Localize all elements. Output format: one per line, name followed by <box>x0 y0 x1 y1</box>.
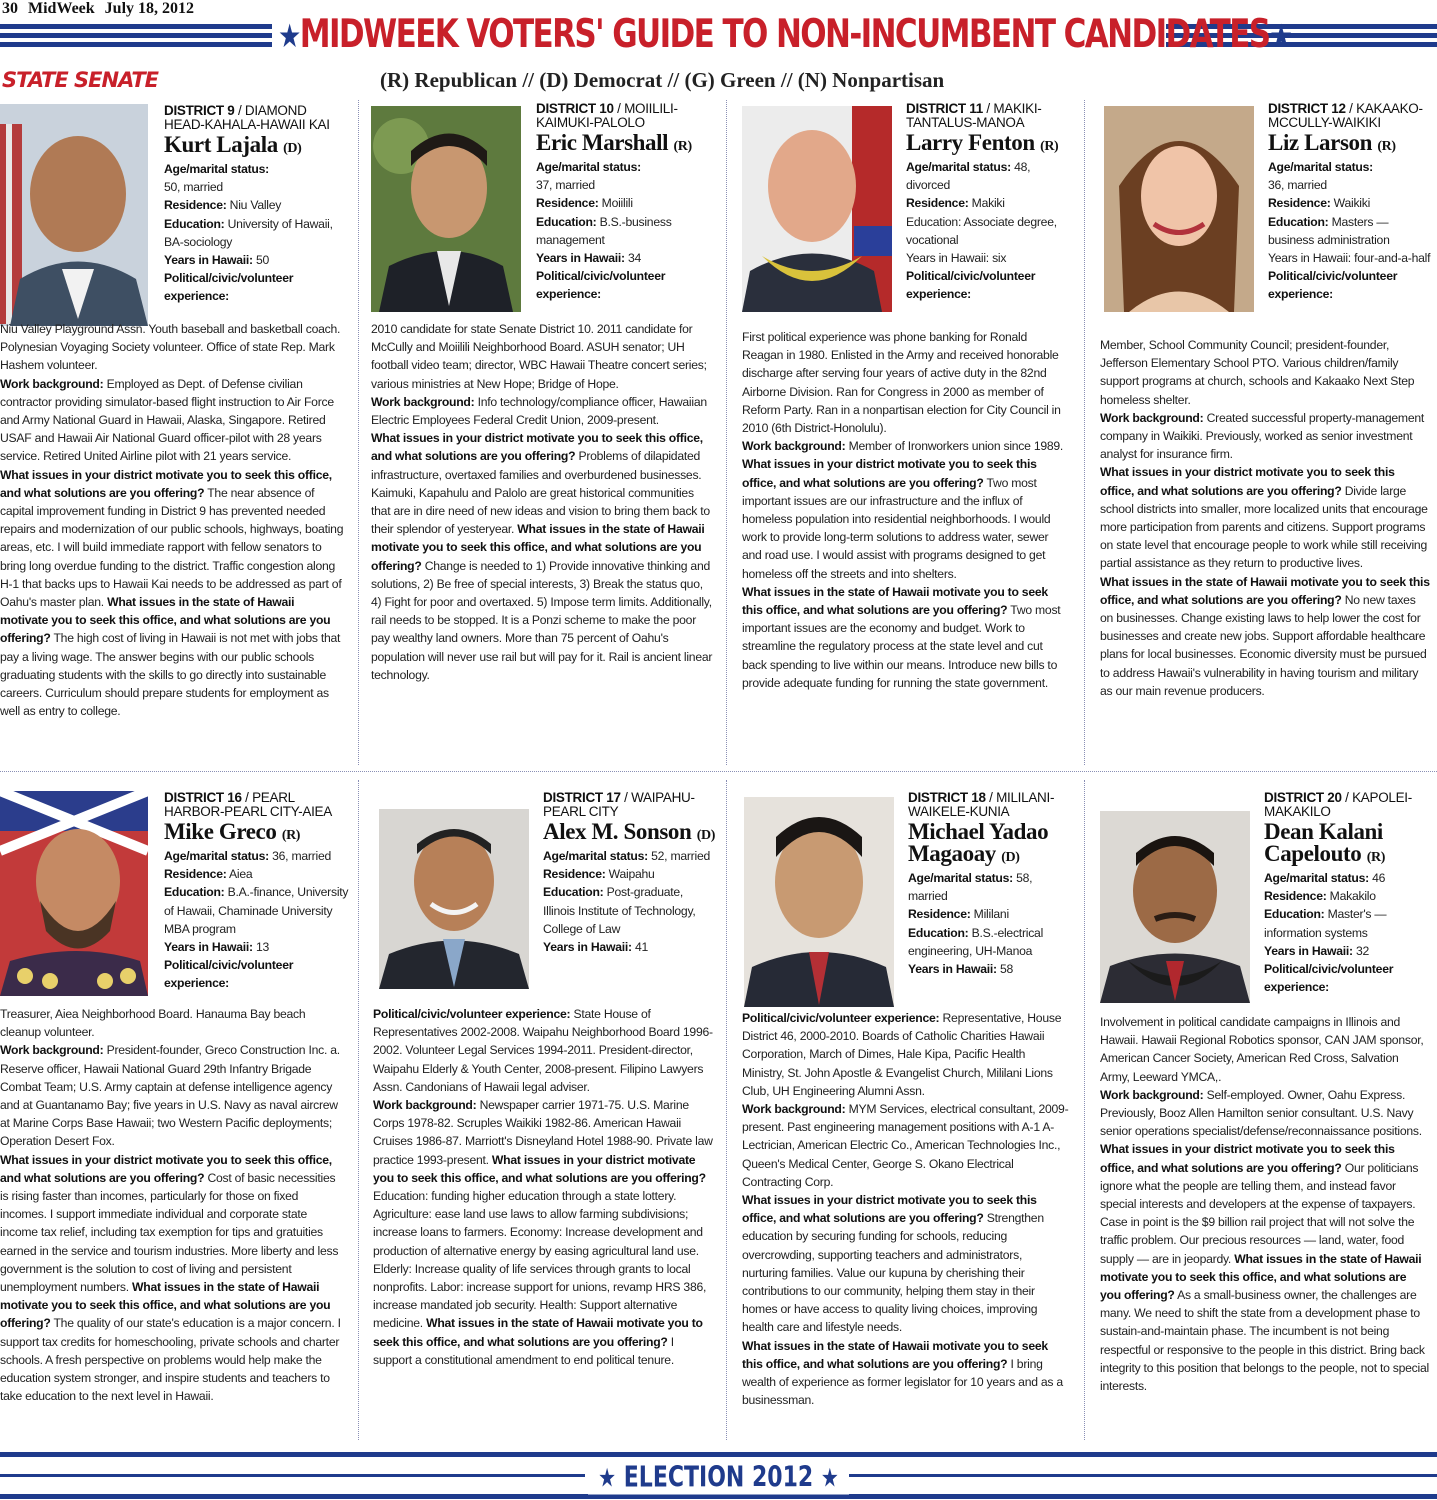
candidate-facts: Age/marital status: 52, married Residence: Waipahu Education: Post-graduate, Illinois Institute of Technology, College of Law Years in Hawaii: 41 <box>543 849 710 955</box>
district-label: DISTRICT 20 / KAPOLEI-MAKAKILO <box>1264 790 1412 819</box>
candidate-photo <box>371 106 521 312</box>
candidate-facts: Age/marital status: 48, divorced Residence: Makiki Education: Associate degree, vocational Years in Hawaii: six Political/civic/volunteer experience: <box>906 160 1057 302</box>
row-divider <box>0 771 1437 772</box>
candidate-bio: Political/civic/volunteer experience: State House of Representatives 2002-2008. Waipahu Neighborhood Board 1996-2002. Volunteer Legal Services 1994-2011. President-director, Waipahu Elderly & Youth Center, 2008-present. Filipino Lawyers Assn. Candonians of Hawaii legal adviser. Work background: Newspaper carrier 1971-75. U.S. Marine Corps 1978-82. Scruples Waikiki 1982-86. American Hawaii Cruises 1986-87. Marriott's Disneyland Hotel 1988-90. Private law practice 1993-present. What issues in your district motivate you to seek this office, and what solutions are you offering? Education: funding higher education through a state lottery. Agriculture: ease land use laws to allow farming subdivisions; increase loans to farmers. Economy: Increase development and production of alternative energy by easing agricultural land use. Elderly: Increase quality of life services through grants to local nonprofits. Labor: increase support for unions, revamp HRS 386, increase mandated job security. Health: Support alternative medicine. What issues in the state of Hawaii motivate you to seek this office, and what solutions are you offering? I support a constitutional amendment to end political tenure. <box>373 1007 713 1367</box>
column-divider <box>1084 780 1085 1440</box>
candidate-photo <box>0 791 148 996</box>
candidate-photo <box>744 797 894 1007</box>
candidate-header <box>1268 102 1432 304</box>
candidate-bio: First political experience was phone banking for Ronald Reagan in 1980. Enlisted in the Army and received honorable discharge after serving four years of active duty in the 82nd Airborne Division. Ran for Congress in 2000 as member of Reform Party. Ran in a nonpartisan election for City Council in 2010 (6th District-Honolulu). Work background: Member of Ironworkers union since 1989. What issues in your district motivate you to seek this office, and what solutions are you offering? Two most important issues are our infrastructure and the influx of homeless population into residential neighborhoods. I would work to provide long-term solutions to address water, sewer and road use. I would assist with programs designed to get homeless off the streets and into shelters. What issues in the state of Hawaii motivate you to seek this office, and what solutions are you offering? Two most important issues are the economy and budget. Work to streamline the regulatory process at the state level and cut back spending to live within our means. Introduce new bills to provide adequate funding for running the state government. <box>742 330 1064 690</box>
candidate-card-district-16 <box>0 787 352 1442</box>
candidate-bio: Treasurer, Aiea Neighborhood Board. Hanauma Bay beach cleanup volunteer. Work background: President-founder, Greco Construction Inc. a. Reserve officer, Hawaii National Guard 29th Infantry Brigade Combat Team; U.S. Army captain at defense intelligence agency and at Guantanamo Bay; five years in U.S. Navy as naval aircrew at Marine Corps Base Hawaii; two Western Pacific deployments; Operation Desert Fox. What issues in your district motivate you to seek this office, and what solutions are you offering? Cost of basic necessities is rising faster than incomes, particularly for those on fixed incomes. I support immediate individual and corporate state income tax relief, including tax exemption for tips and gratuities earned in the service and tourism industries. More liberty and less government is the solution to cost of living and persistent unemployment numbers. What issues in the state of Hawaii motivate you to seek this office, and what solutions are you offering? The quality of our state's education is a major concern. I support tax credits for homeschooling, private schools and charter schools. A fresh perspective on problems would help make the education system stronger, and inspire students and teachers to take education to the next level in Hawaii. <box>0 1007 341 1404</box>
candidate-header <box>1264 791 1432 996</box>
candidate-name: Kurt Lajala (D) <box>164 132 302 157</box>
district-label: DISTRICT 18 / MILILANI-WAIKELE-KUNIA <box>908 790 1055 819</box>
candidate-facts: Age/marital status: 36, married Residence: Aiea Education: B.A.-finance, University of Hawaii, Chaminade University MBA program Years in Hawaii: 13 Political/civic/volunteer experience: <box>164 849 349 991</box>
party-legend: (R) Republican // (D) Democrat // (G) Green // (N) Nonpartisan <box>380 68 945 92</box>
column-divider <box>726 780 727 1440</box>
candidate-name: Larry Fenton (R) <box>906 130 1059 155</box>
candidate-card-district-20 <box>1100 787 1432 1442</box>
candidate-name: Michael Yadao Magaoay (D) <box>908 819 1049 866</box>
candidate-name: Dean Kalani Capelouto (R) <box>1264 819 1385 866</box>
candidate-facts: Age/marital status: 50, married Residence: Niu Valley Education: University of Hawaii, BA-sociology Years in Hawaii: 50 Political/civic/volunteer experience: <box>164 162 333 304</box>
candidate-name: Mike Greco (R) <box>164 819 301 844</box>
header-stripes-left <box>0 24 272 56</box>
candidate-bio: Niu Valley Playground Assn. Youth baseball and basketball coach. Polynesian Voyaging Society volunteer. Office of state Rep. Mark Hashem volunteer. Work background: Employed as Dept. of Defense civilian contractor providing simulator-based flight instruction to Air Force and Army National Guard in Hawaii, Alaska, Singapore. Retired USAF and Hawaii Air National Guard officer-pilot with 28 years service. Retired United Airline pilot with 21 years service. What issues in your district motivate you to seek this office, and what solutions are you offering? The near absence of capital improvement funding in District 9 has prevented needed repairs and modernization of our public schools, highways, boating areas, etc. I will build immediate rapport with fellow senators to bring long overdue funding to the district. Traffic congestion along H-1 that backs ups to Hawaii Kai needs to be addressed as part of Oahu's master plan. What issues in the state of Hawaii motivate you to seek this office, and what solutions are you offering? The high cost of living in Hawaii is not met with jobs that pay a living wage. The answer begins with our public schools graduating students with the skills to go directly into sustainable careers. Curriculum should prepare students for employment as well as entry to college. <box>0 322 344 719</box>
candidate-name: Alex M. Sonson (D) <box>543 819 716 844</box>
candidate-facts: Age/marital status: 36, married Residence: Waikiki Education: Masters — business administration Years in Hawaii: four-and-a-half Political/civic/volunteer experience: <box>1268 160 1431 302</box>
candidate-name: Eric Marshall (R) <box>536 130 692 155</box>
district-label: DISTRICT 10 / MOIILILI-KAIMUKI-PALOLO <box>536 101 678 130</box>
footer-rule <box>0 1452 1437 1457</box>
candidate-name: Liz Larson (R) <box>1268 130 1396 155</box>
column-divider <box>358 780 359 1440</box>
issue-date: July 18, 2012 <box>104 0 195 17</box>
star-icon: ★ <box>820 1462 839 1494</box>
candidate-header <box>543 791 718 956</box>
district-label: DISTRICT 11 / MAKIKI-TANTALUS-MANOA <box>906 101 1042 130</box>
candidate-header <box>908 791 1072 978</box>
district-label: DISTRICT 17 / WAIPAHU-PEARL CITY <box>543 790 695 819</box>
candidate-bio: Member, School Community Council; president-founder, Jefferson Elementary School PTO. Various children/family support programs at church, schools and Kakaako Next Step homeless shelter. Work background: Created successful property-management company in Waikiki. Previously, worked as senior investment analyst for insurance firm. What issues in your district motivate you to seek this office, and what solutions are you offering? Divide large school districts into smaller, more localized units that encourage more participation from parents and citizens. Support programs on state level that encourage people to work while still receiving partial assistance as they return to productive lives. What issues in the state of Hawaii motivate you to seek this office, and what solutions are you offering? No new taxes on businesses. Change existing laws to help lower the cost for businesses and create new jobs. Support affordable healthcare plans for local businesses. Economic diversity must be pursued to address Hawaii's vulnerability in having tourism and military as our main revenue producers. <box>1100 338 1430 698</box>
candidate-card-district-12 <box>1100 100 1432 765</box>
candidate-card-district-10 <box>371 100 716 765</box>
election-banner <box>0 1462 1437 1495</box>
publication-name: MidWeek <box>28 0 95 17</box>
candidate-facts: Age/marital status: 58, married Residence: Mililani Education: B.S.-electrical engineering, UH-Manoa Years in Hawaii: 58 <box>908 871 1044 977</box>
district-label: DISTRICT 16 / PEARL HARBOR-PEARL CITY-AIEA <box>164 790 332 819</box>
district-label: DISTRICT 9 / DIAMOND HEAD-KAHALA-HAWAII KAI <box>164 103 330 132</box>
candidate-photo <box>1104 106 1254 312</box>
folio <box>2 0 204 18</box>
column-divider <box>726 100 727 765</box>
candidate-header <box>906 102 1072 304</box>
candidate-card-district-9 <box>0 100 352 765</box>
candidate-bio: Political/civic/volunteer experience: Representative, House District 46, 2000-2010. Boards of Catholic Charities Hawaii Corporation, March of Dimes, Hale Kipa, Pacific Health Ministry, St. John Apostle & Evangelist Church, Mililani Lions Club, UH Engineering Alumni Assn. Work background: MYM Services, electrical consultant, 2009-present. Past engineering management positions with A-1 A-Lectrician, American Electric Co., American Technologies Inc., Queen's Medical Center, George S. Okano Electrical Contracting Corp. What issues in your district motivate you to seek this office, and what solutions are you offering? Strengthen education by securing funding for schools, reducing overcrowding, supporting teachers and administrators, nurturing families. Value our kupuna by cherishing their contributions to our community, helping them stay in their homes or have access to quality living choices, improving health care and lifestyle needs. What issues in the state of Hawaii motivate you to seek this office, and what solutions are you offering? I bring wealth of experience as former legislator for 10 years and as a businessman. <box>742 1011 1069 1408</box>
column-divider <box>358 100 359 765</box>
candidate-header <box>164 104 349 306</box>
candidate-photo <box>379 809 529 989</box>
star-icon: ★ <box>1269 18 1292 56</box>
candidate-bio: Involvement in political candidate campaigns in Illinois and Hawaii. Hawaii Regional Robotics sponsor, CAN JAM sponsor, American Cancer Society, American Red Cross, Salvation Army, Leeward YMCA,. Work background: Self-employed. Owner, Oahu Express. Previously, Booz Allen Hamilton senior consultant. U.S. Navy senior operations specialist/defense/reconnaissance positions. What issues in your district motivate you to seek this office, and what solutions are you offering? Our politicians ignore what the people are telling them, and instead favor special interests and developers at the expense of taxpayers. Case in point is the $9 billion rail project that will not solve the traffic problem. Our precious resources — land, water, food supply — are in jeopardy. What issues in the state of Hawaii motivate you to seek this office, and what solutions are you offering? As a small-business owner, the challenges are many. We need to shift the state from a development phase to sustain-and-maintain phase. The incumbent is not being respectful or responsive to the people in this district. Bring back integrity to this position that belongs to the people, not to special interests. <box>1100 1015 1429 1394</box>
section-title: STATE SENATE <box>2 68 158 92</box>
page-number: 30 <box>2 0 18 17</box>
column-divider <box>1084 100 1085 765</box>
candidate-card-district-17 <box>373 787 718 1442</box>
candidate-header <box>536 102 714 304</box>
page-header <box>0 0 1437 62</box>
candidate-header <box>164 791 349 993</box>
candidate-facts: Age/marital status: 46 Residence: Makakilo Education: Master's — information systems Years in Hawaii: 32 Political/civic/volunteer experience: <box>1264 871 1394 995</box>
page-footer <box>0 1448 1437 1500</box>
guide-banner <box>278 12 1292 57</box>
candidate-photo <box>742 106 892 312</box>
candidate-facts: Age/marital status: 37, married Residence: Moiilili Education: B.S.-business management Years in Hawaii: 34 Political/civic/volunteer experience: <box>536 160 672 302</box>
star-icon: ★ <box>278 18 300 56</box>
candidate-photo <box>0 104 148 326</box>
candidate-bio: 2010 candidate for state Senate District 10. 2011 candidate for McCully and Moiilili Neighborhood Board. ASUH senator; UH football video team; director, WBC Hawaii Theatre concert series; various ministries at New Hope; Bridge of Hope. Work background: Info technology/compliance officer, Hawaiian Electric Employees Federal Credit Union, 2009-present. What issues in your district motivate you to seek this office, and what solutions are you offering? Problems of dilapidated infrastructure, overtaxed families and overburdened businesses. Kaimuki, Kapahulu and Palolo are great historical communities that are in dire need of new ideas and vision to bring them back to their splendor of yesteryear. What issues in the state of Hawaii motivate you to seek this office, and what solutions are you offering? Change is needed to 1) Provide innovative thinking and solutions, 2) Be free of special interests, 3) Break the status quo, 4) Fight for poor and overtaxed. 5) Impose term limits. Additionally, rail needs to be stopped. It is a Ponzi scheme to make the poor pay wealthy land owners. More than 75 percent of Oahu's population will never use rail but will pay for it. Rail is ancient linear technology. <box>371 322 713 682</box>
candidate-card-district-18 <box>742 787 1072 1442</box>
candidate-photo <box>1100 811 1250 1003</box>
banner-title: MIDWEEK VOTERS' GUIDE TO NON-INCUMBENT CANDIDATES <box>299 12 1270 57</box>
election-label: ELECTION 2012 <box>623 1462 814 1495</box>
footer-rule <box>0 1494 1437 1499</box>
star-icon: ★ <box>598 1462 617 1494</box>
district-label: DISTRICT 12 / KAKAAKO-MCCULLY-WAIKIKI <box>1268 101 1423 130</box>
candidate-card-district-11 <box>742 100 1072 765</box>
